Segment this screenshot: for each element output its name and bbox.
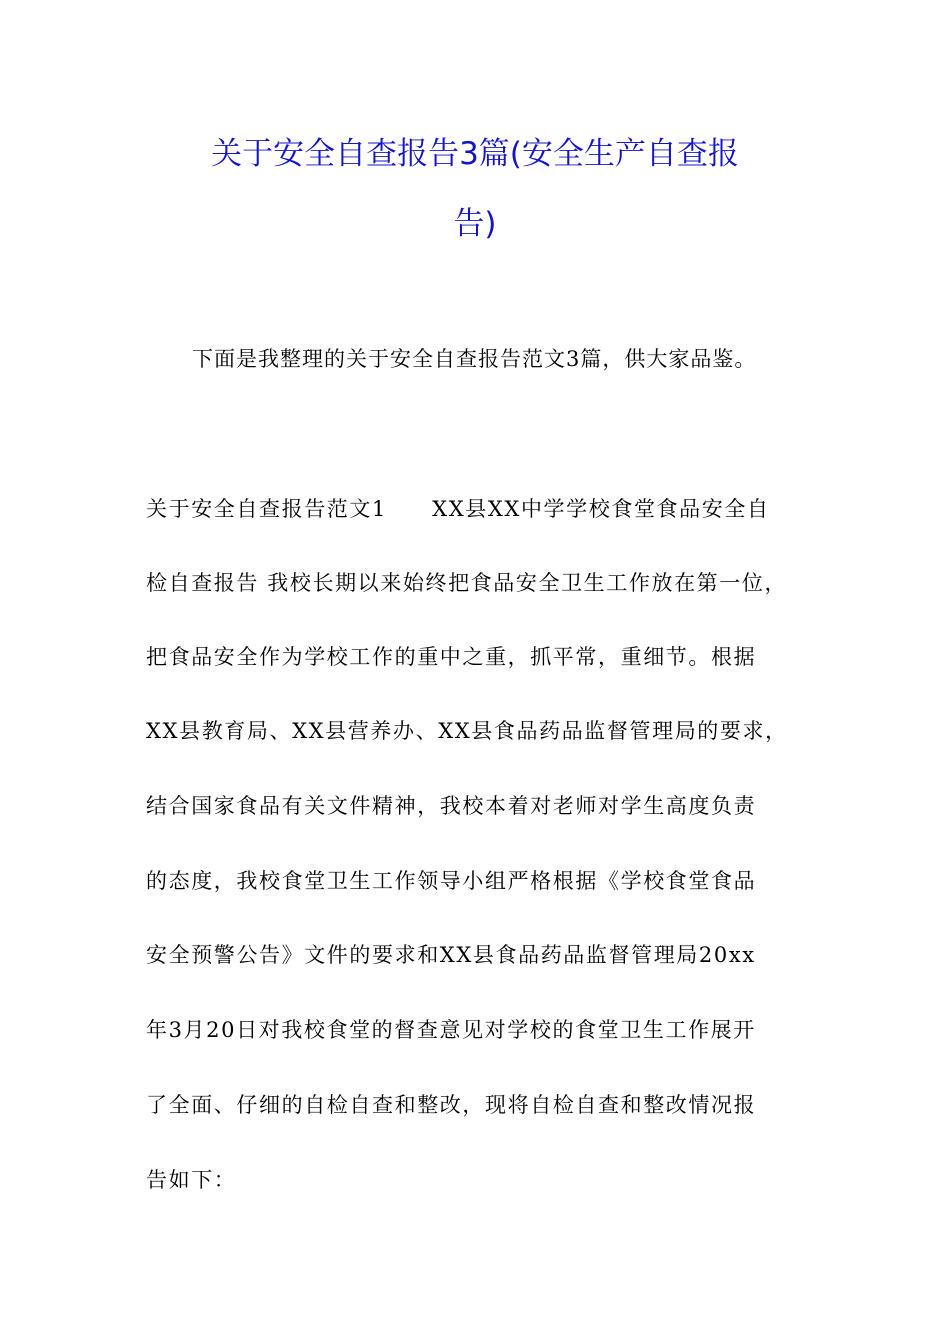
body-line: 了全面、仔细的自检自查和整改，现将自检自查和整改情况报 [146,1093,757,1117]
document-title-line-2: 告) [453,206,497,242]
body-line: 结合国家食品有关文件精神，我校本着对老师对学生高度负责 [146,794,757,818]
document-title-line-1: 关于安全自查报告3篇(安全生产自查报 [211,136,739,172]
body-line: 告如下： [146,1168,237,1192]
body-line: 年3月20日对我校食堂的督查意见对学校的食堂卫生工作展开 [146,1018,756,1042]
body-line: 安全预警公告》文件的要求和XX县食品药品监督管理局20xx [146,943,756,967]
body-line: XX县教育局、XX县营养办、XX县食品药品监督管理局的要求， [146,719,788,743]
body-line: 关于安全自查报告范文1 XX县XX中学学校食堂食品安全自 [146,497,770,521]
body-line: 检自查报告 我校长期以来始终把食品安全卫生工作放在第一位， [146,571,788,595]
body-line: 把食品安全作为学校工作的重中之重，抓平常，重细节。根据 [146,645,757,669]
body-line: 的态度，我校食堂卫生工作领导小组严格根据《学校食堂食品 [146,869,757,893]
intro-paragraph: 下面是我整理的关于安全自查报告范文3篇，供大家品鉴。 [192,347,757,371]
